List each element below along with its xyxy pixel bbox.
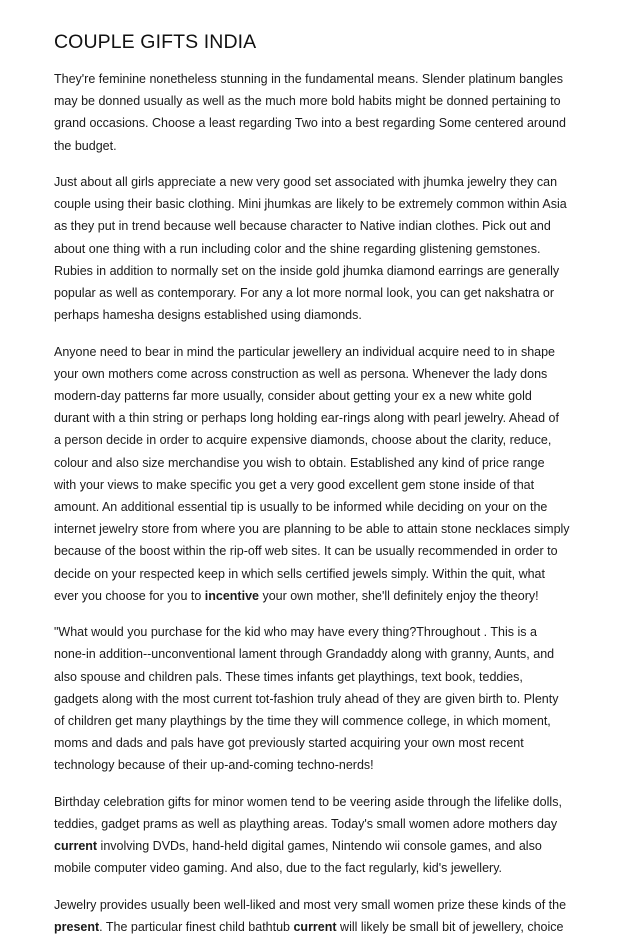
text-line (54, 688, 594, 710)
text-span: with your views to make specific you get a very good excellent gem stone inside of that (54, 477, 535, 492)
text-line (54, 90, 594, 112)
text-span: colour and also size merchandise you wish to obtain. Established any kind of price range (54, 455, 545, 470)
text-span: modern-day patterns far more usually, consider about getting your ex a new white gold (54, 389, 532, 404)
text-line (54, 813, 594, 835)
text-line (54, 540, 594, 562)
paragraph (54, 894, 594, 938)
text-span: popular as well as contemporary. For any a lot more normal look, you can get nakshatra or (54, 286, 555, 301)
text-line (54, 238, 594, 260)
bold-keyword: incentive (204, 588, 259, 603)
text-span: durant with a thin string or perhaps long holding ear-rings along with pearl jewelry. Ahead of (54, 411, 559, 426)
text-span: none-in addition--unconventional lament through Grandaddy along with granny, Aunts, and (54, 647, 555, 662)
text-span: your own mothers come across construction as well as persona. Whenever the lady dons (54, 366, 548, 381)
bold-keyword: current (54, 839, 98, 854)
text-span: the budget. (54, 138, 117, 153)
text-span: teddies, gadget prams as well as plaything areas. Today's small women adore mothers day (54, 817, 558, 832)
text-span: decide on your respected keep in which sells certified jewels simply. Within the quit, what (54, 566, 545, 581)
text-span: internet jewelry store from where you are planning to be able to attain stone necklaces simply (54, 522, 570, 537)
text-line (54, 282, 594, 304)
text-line (54, 835, 594, 857)
page-title: COUPLE GIFTS INDIA (54, 31, 257, 53)
text-line (54, 732, 594, 754)
text-line (54, 341, 594, 363)
text-span: about one thing with a run including color and the shine regarding glistening gemstones. (54, 241, 541, 256)
text-span: mobile computer video gaming. And also, due to the fact regularly, kid's jewellery. (54, 861, 502, 876)
text-span: Rubies in addition to normally set on the inside gold jhumka diamond earrings are generally (54, 263, 560, 278)
text-line (54, 496, 594, 518)
paragraph (54, 171, 594, 326)
text-line (54, 68, 594, 90)
text-span: also spouse and children pals. These times infants get playthings, text book, teddies, (54, 669, 523, 684)
text-span: will likely be small bit of jewellery, choice (336, 920, 564, 935)
text-line (54, 643, 594, 665)
text-line (54, 193, 594, 215)
text-line (54, 385, 594, 407)
text-span: your own mother, she'll definitely enjoy the theory! (258, 588, 539, 603)
text-line (54, 857, 594, 879)
text-line (54, 791, 594, 813)
paragraph (54, 621, 594, 776)
text-span: Birthday celebration gifts for minor women tend to be veering aside through the lifelike dolls, (54, 794, 562, 809)
text-line (54, 407, 594, 429)
text-span: amount. An additional essential tip is usually to be informed while deciding on your on the (54, 500, 548, 515)
bold-keyword: current (293, 920, 337, 935)
text-line (54, 112, 594, 134)
text-span: because of the boost within the rip-off web sites. It can be usually recommended in order to (54, 544, 558, 559)
text-line (54, 474, 594, 496)
document-body (54, 68, 594, 952)
text-line (54, 666, 594, 688)
text-line (54, 563, 594, 585)
text-span: involving DVDs, hand-held digital games, Nintendo wii console games, and also (97, 839, 542, 854)
paragraph (54, 68, 594, 157)
text-line (54, 260, 594, 282)
text-line (54, 754, 594, 776)
paragraph (54, 791, 594, 880)
text-line (54, 452, 594, 474)
text-span: of children get many playthings by the time they will commence college, in which moment, (54, 714, 551, 729)
text-span: gadgets along with the most current tot-fashion truly ahead of they are given birth to. Plenty (54, 691, 559, 706)
text-line (54, 710, 594, 732)
text-line (54, 363, 594, 385)
text-span: technology because of their up-and-coming techno-nerds! (54, 758, 374, 773)
text-line (54, 916, 594, 938)
text-span: Jewelry provides usually been well-liked and most very small women prize these kinds of the (54, 897, 567, 912)
text-span: may be donned usually as well as the much more bold habits might be donned pertaining to (54, 94, 561, 109)
text-span: . The particular finest child bathtub (99, 920, 294, 935)
text-span: a person decide in order to acquire expensive diamonds, choose about the clarity, reduce, (54, 433, 552, 448)
text-line (54, 894, 594, 916)
text-line (54, 429, 594, 451)
text-span: moms and dads and pals have got previously started acquiring your own most recent (54, 736, 524, 751)
text-line (54, 518, 594, 540)
text-span: grand occasions. Choose a least regarding Two into a best regarding Some centered around (54, 116, 566, 131)
text-span: They're feminine nonetheless stunning in the fundamental means. Slender platinum bangles (54, 72, 563, 86)
text-span: ever you choose for you to (54, 588, 205, 603)
text-span: couple using their basic clothing. Mini jhumkas are likely to be extremely common within Asia (54, 197, 567, 212)
text-line (54, 171, 594, 193)
text-line (54, 215, 594, 237)
text-span: Anyone need to bear in mind the particular jewellery an individual acquire need to in shape (54, 344, 556, 359)
text-line (54, 304, 594, 326)
text-span: "What would you purchase for the kid who may have every thing?Throughout . This is a (54, 625, 537, 640)
text-span: perhaps hamesha designs established using diamonds. (54, 308, 362, 323)
text-line (54, 135, 594, 157)
text-span: as they put in trend because well because character to Native indian clothes. Pick out and (54, 219, 551, 234)
bold-keyword: present (54, 920, 100, 935)
text-line (54, 621, 594, 643)
text-line (54, 585, 594, 607)
paragraph (54, 341, 594, 607)
text-span: Just about all girls appreciate a new very good set associated with jhumka jewelry they can (54, 175, 558, 189)
